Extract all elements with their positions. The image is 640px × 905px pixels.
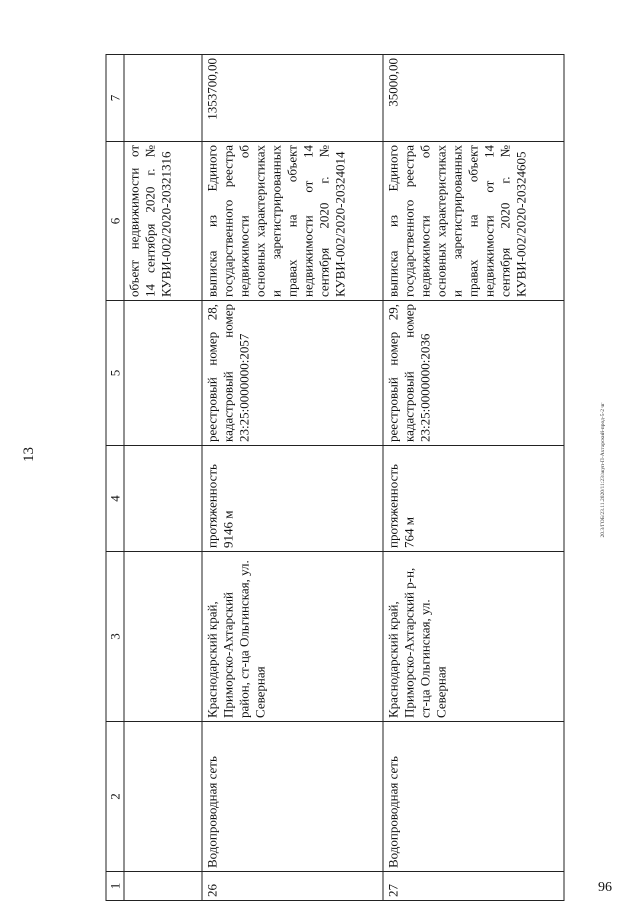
cell-document: выписка из Единого государственного реестра недвижимости об основных характеристиках и зарегистрированных правах на объект недвижимости от 14 сентября 2020 г. № КУВИ-002/2020-20324014 (202, 142, 383, 301)
cell-address (124, 552, 202, 722)
cell-registry: реестровый номер 28, кадастровый номер 23:25:0000000:2057 (202, 301, 383, 446)
cell-address: Краснодарский край, Приморско-Ахтарский р-н, ст-ца Ольгинская, ул. Северная (383, 552, 564, 722)
cell-length: протяженность 9146 м (202, 446, 383, 552)
sheet-number: 96 (598, 880, 612, 895)
property-table-rotated (106, 55, 557, 901)
table-row (124, 55, 202, 901)
cell-length (124, 446, 202, 552)
header-cell: 3 (106, 552, 124, 722)
cell-document: выписка из Единого государственного реестра недвижимости об основных характеристиках и зарегистрированных правах на объект недвижимости от 14 сентября 2020 г. № КУВИ-002/2020-20324605 (383, 142, 564, 301)
cell-length: протяженность 764 м (383, 446, 564, 552)
header-cell: 6 (106, 142, 124, 301)
cell-value: 1353700,00 (202, 55, 383, 142)
cell-index: 26 (202, 872, 383, 901)
page-number: 13 (21, 447, 37, 462)
cell-registry: реестровый номер 29, кадастровый номер 23:25:0000000:2036 (383, 301, 564, 446)
cell-value (124, 55, 202, 142)
cell-value: 35000,00 (383, 55, 564, 142)
cell-index (124, 872, 202, 901)
table-row (202, 55, 383, 901)
cell-name: Водопроводная сеть (202, 722, 383, 872)
header-cell: 2 (106, 722, 124, 872)
cell-address: Краснодарский край, Приморско-Ахтарский район, ст-ца Ольгинская, ул. Северная (202, 552, 383, 722)
table-header-row (106, 55, 124, 901)
header-cell: 5 (106, 301, 124, 446)
property-table (106, 54, 565, 901)
header-cell: 7 (106, 55, 124, 142)
header-cell: 4 (106, 446, 124, 552)
side-stamp: 20.3/ГОБ/23.11.2020/11:23/акуп-П-Ахтарский-прод-5-2 чг (600, 402, 606, 538)
cell-index: 27 (383, 872, 564, 901)
cell-registry (124, 301, 202, 446)
cell-document: объект недвижимости от 14 сентября 2020 г. № КУВИ-002/2020-20321316 (124, 142, 202, 301)
cell-name (124, 722, 202, 872)
table-row (383, 55, 564, 901)
cell-name: Водопроводная сеть (383, 722, 564, 872)
header-cell: 1 (106, 872, 124, 901)
